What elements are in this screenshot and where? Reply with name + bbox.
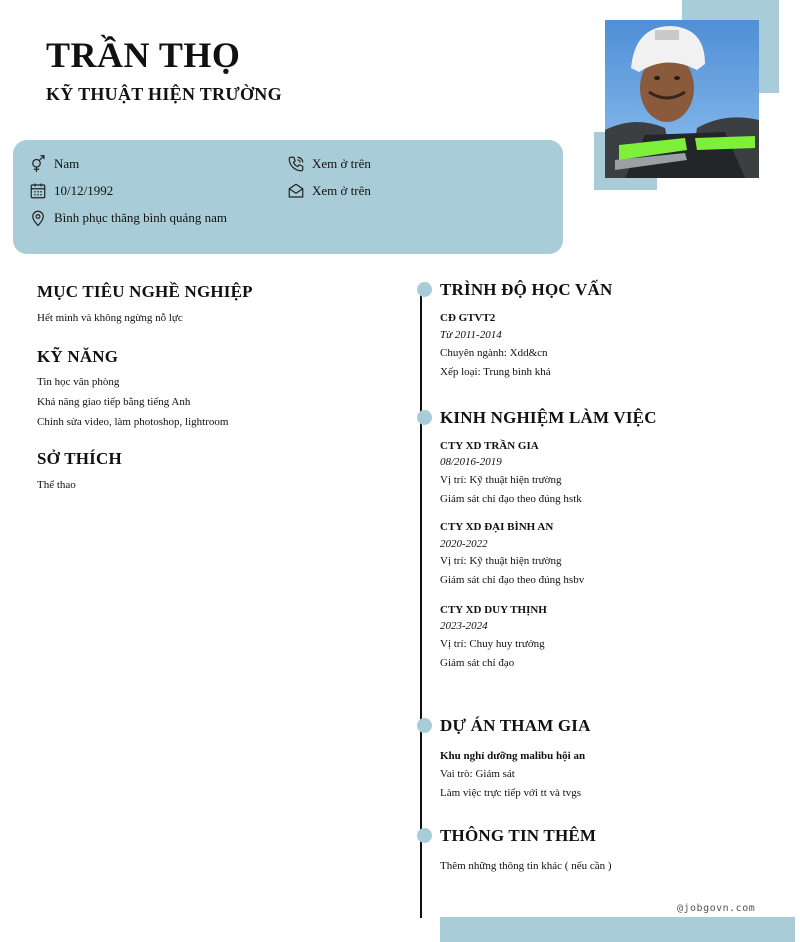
dob-value: 10/12/1992: [54, 183, 114, 198]
contact-email: [287, 182, 371, 200]
gender-value: Nam: [54, 156, 80, 171]
gender-icon: [29, 155, 47, 173]
hobbies-text: Thể thao: [37, 479, 76, 491]
extra-info-text: Thêm những thông tin khác ( nếu cần ): [440, 860, 612, 872]
education-title: TRÌNH ĐỘ HỌC VẤN: [440, 280, 613, 299]
timeline-dot: [417, 828, 432, 843]
phone-value: Xem ở trên: [312, 156, 371, 171]
job-position: Vị trí: Kỹ thuật hiện trường: [440, 474, 562, 486]
job-position: Vị trí: Chuy huy trưởng: [440, 638, 545, 650]
email-icon: [287, 182, 305, 200]
watermark: @jobgovn.com: [677, 903, 756, 914]
job-description: Giám sát chỉ đạo theo đúng hsbv: [440, 574, 585, 586]
skill-item: Tin học văn phòng: [37, 376, 120, 388]
projects-title: DỰ ÁN THAM GIA: [440, 716, 591, 735]
education-section: [440, 280, 780, 378]
experience-entry: [440, 604, 780, 669]
decorative-block-bottom: [440, 917, 795, 942]
job-position: Vị trí: Kỹ thuật hiện trường: [440, 555, 562, 567]
phone-icon: [287, 155, 305, 173]
address-value: Bình phục thăng bình quảng nam: [54, 210, 227, 225]
timeline-dot: [417, 282, 432, 297]
experience-title: KINH NGHIỆM LÀM VIỆC: [440, 408, 657, 427]
extra-info-section: [440, 826, 780, 872]
contact-address: [29, 209, 227, 227]
job-period: 2023-2024: [440, 620, 488, 632]
education-grade: Xếp loại: Trung bình khá: [440, 366, 551, 378]
experience-entry: [440, 440, 780, 505]
project-name: Khu nghỉ dưỡng malibu hội an: [440, 750, 586, 762]
education-period: Từ 2011-2014: [440, 329, 502, 341]
project-role: Vai trò: Giám sát: [440, 768, 515, 780]
left-column: [37, 282, 397, 495]
contact-card: [13, 140, 563, 254]
timeline-dot: [417, 410, 432, 425]
extra-info-title: THÔNG TIN THÊM: [440, 826, 597, 845]
skill-item: Khả năng giao tiếp bằng tiếng Anh: [37, 396, 191, 408]
projects-section: [440, 716, 780, 799]
job-company: CTY XD DUY THỊNH: [440, 604, 547, 616]
experience-entry: [440, 521, 780, 586]
skills-title: KỸ NĂNG: [37, 347, 119, 366]
job-period: 08/2016-2019: [440, 456, 502, 468]
experience-section: [440, 408, 780, 669]
skill-item: Chỉnh sửa video, làm photoshop, lightroom: [37, 416, 229, 428]
candidate-role: KỸ THUẬT HIỆN TRƯỜNG: [46, 84, 282, 104]
objective-text: Hết mình và không ngừng nỗ lực: [37, 312, 183, 324]
timeline-dot: [417, 718, 432, 733]
education-school: CĐ GTVT2: [440, 312, 496, 324]
job-company: CTY XD TRẦN GIA: [440, 440, 539, 452]
project-description: Làm việc trực tiếp với tt và tvgs: [440, 787, 581, 799]
contact-dob: [29, 182, 113, 200]
education-major: Chuyên ngành: Xdd&cn: [440, 347, 548, 359]
location-pin-icon: [29, 209, 47, 227]
job-period: 2020-2022: [440, 538, 488, 550]
calendar-icon: [29, 182, 47, 200]
hobbies-title: SỞ THÍCH: [37, 449, 122, 468]
skills-list: [37, 372, 397, 432]
job-description: Giám sát chỉ đạo: [440, 657, 515, 669]
email-value: Xem ở trên: [312, 183, 371, 198]
job-company: CTY XD ĐẠI BÌNH AN: [440, 521, 554, 533]
objective-title: MỤC TIÊU NGHỀ NGHIỆP: [37, 282, 253, 301]
job-description: Giám sát chỉ đạo theo đúng hstk: [440, 493, 582, 505]
contact-gender: [29, 155, 79, 173]
timeline-line: [420, 290, 422, 918]
contact-phone: [287, 155, 371, 173]
candidate-name: TRẦN THỌ: [46, 35, 241, 75]
profile-photo: [605, 20, 759, 178]
